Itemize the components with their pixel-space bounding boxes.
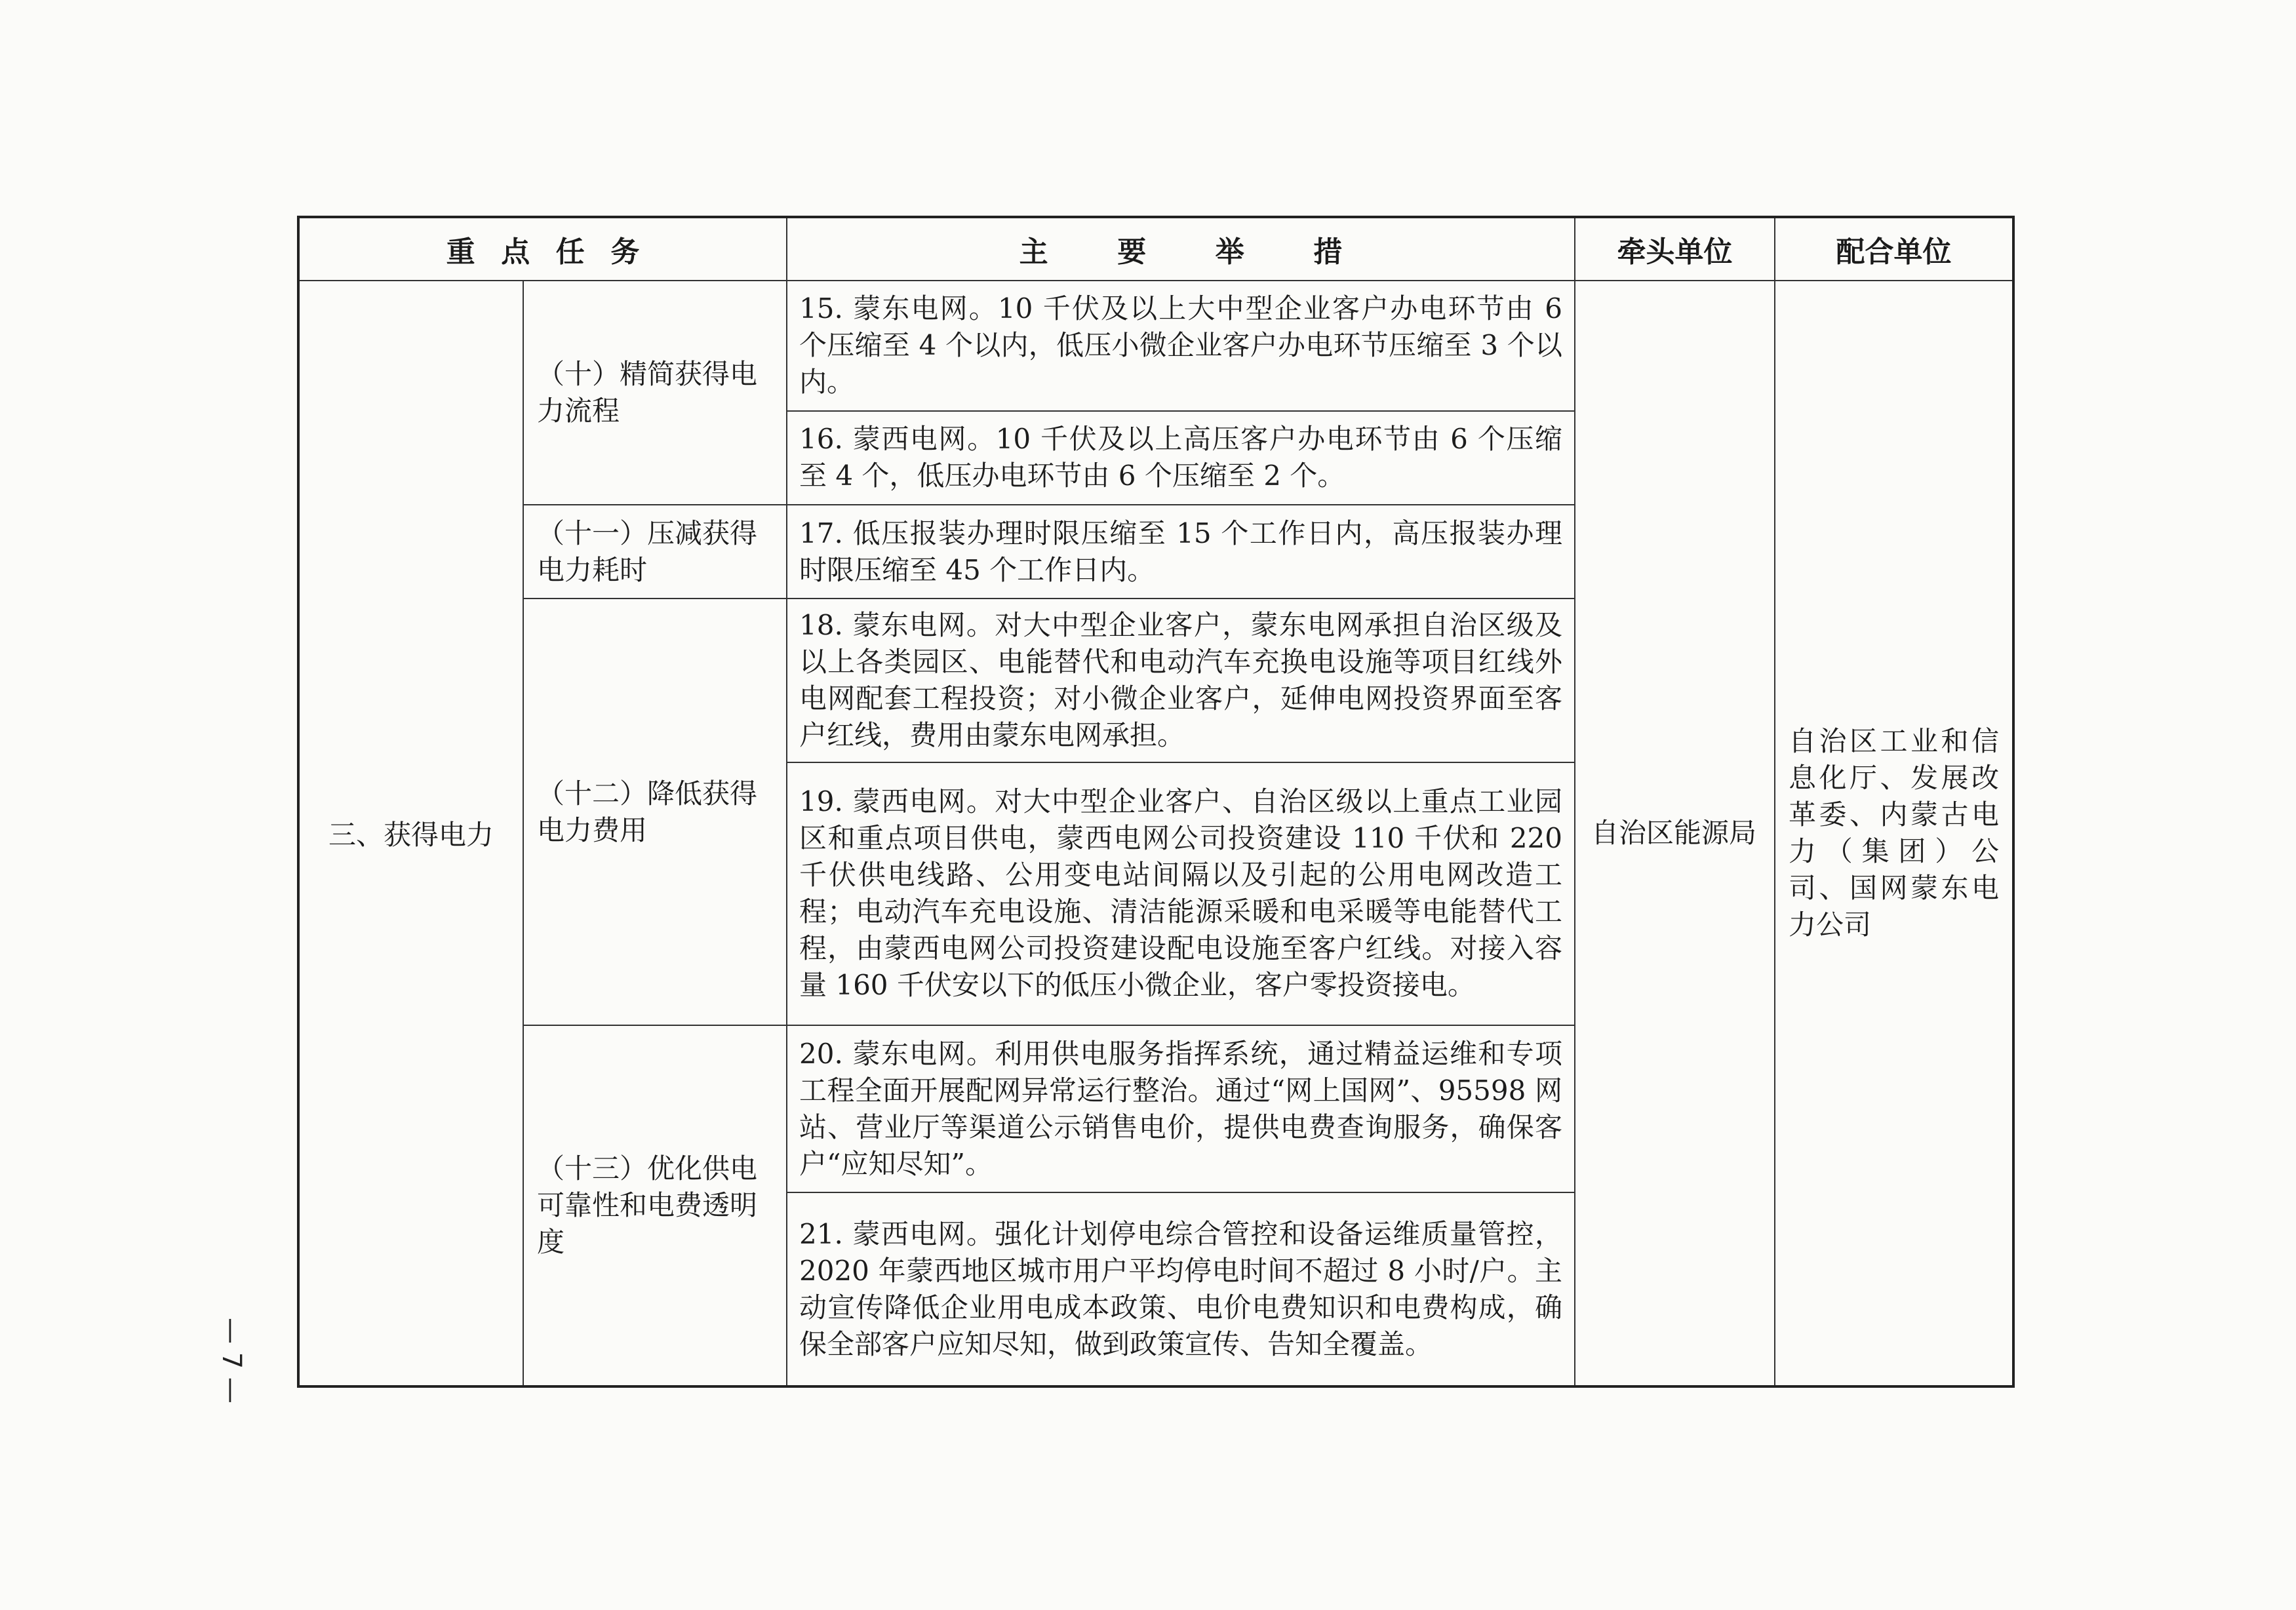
table-row <box>298 281 2013 411</box>
measure-cell: 17. 低压报装办理时限压缩至 15 个工作日内，高压报装办理时限压缩至 45 个工作日内。 <box>787 505 1575 599</box>
header-measure: 主要举措 <box>787 217 1575 281</box>
category-cell: 三、获得电力 <box>298 281 523 1386</box>
task-cell: （十二）降低获得电力费用 <box>523 599 787 1025</box>
task-cell: （十三）优化供电可靠性和电费透明度 <box>523 1025 787 1386</box>
header-coop-unit: 配合单位 <box>1775 217 2013 281</box>
measure-cell: 21. 蒙西电网。强化计划停电综合管控和设备运维质量管控，2020 年蒙西地区城市用户平均停电时间不超过 8 小时/户。主动宣传降低企业用电成本政策、电价电费知识和电费构成，确保全部客户应知尽知，做到政策宣传、告知全覆盖。 <box>787 1192 1575 1386</box>
measure-cell: 15. 蒙东电网。10 千伏及以上大中型企业客户办电环节由 6 个压缩至 4 个以内，低压小微企业客户办电环节压缩至 3 个以内。 <box>787 281 1575 411</box>
measure-cell: 20. 蒙东电网。利用供电服务指挥系统，通过精益运维和专项工程全面开展配网异常运行整治。通过“网上国网”、95598 网站、营业厅等渠道公示销售电价，提供电费查询服务，确保客户“应知尽知”。 <box>787 1025 1575 1192</box>
page-number: — 7 — <box>216 1318 247 1404</box>
measure-cell: 18. 蒙东电网。对大中型企业客户，蒙东电网承担自治区级及以上各类园区、电能替代和电动汽车充换电设施等项目红线外电网配套工程投资；对小微企业客户，延伸电网投资界面至客户红线，费用由蒙东电网承担。 <box>787 599 1575 762</box>
task-cell: （十）精简获得电力流程 <box>523 281 787 505</box>
header-lead-unit: 牵头单位 <box>1575 217 1775 281</box>
task-cell: （十一）压减获得电力耗时 <box>523 505 787 599</box>
task-table <box>297 216 2015 1388</box>
header-row <box>298 217 2013 281</box>
coop-unit-cell: 自治区工业和信息化厅、发展改革委、内蒙古电力（集团）公司、国网蒙东电力公司 <box>1775 281 2013 1386</box>
header-task: 重点任务 <box>298 217 787 281</box>
measure-cell: 16. 蒙西电网。10 千伏及以上高压客户办电环节由 6 个压缩至 4 个，低压办电环节由 6 个压缩至 2 个。 <box>787 411 1575 505</box>
measure-cell: 19. 蒙西电网。对大中型企业客户、自治区级以上重点工业园区和重点项目供电，蒙西电网公司投资建设 110 千伏和 220 千伏供电线路、公用变电站间隔以及引起的公用电网改造工程；电动汽车充电设施、清洁能源采暖和电采暖等电能替代工程，由蒙西电网公司投资建设配电设施至客户红线。对接入容量 160 千伏安以下的低压小微企业，客户零投资接电。 <box>787 762 1575 1026</box>
lead-unit-cell: 自治区能源局 <box>1575 281 1775 1386</box>
